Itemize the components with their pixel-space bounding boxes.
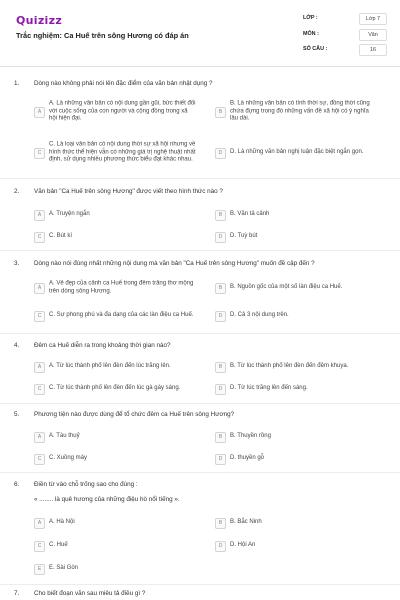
option-c[interactable] bbox=[34, 228, 210, 246]
option-text: A. Là những văn bản có nội dung gần gũi, bức thiết đối với cuộc sống của con người và cộng đồng trong xã hội hiện đại. bbox=[49, 100, 196, 122]
option-text: E. Sài Gòn bbox=[49, 565, 79, 572]
question-number: 4. bbox=[14, 342, 20, 349]
option-text: D. Là những văn bản nghị luận đặc biệt ngắn gọn. bbox=[230, 149, 364, 156]
meta-count-label: SỐ CÂU : bbox=[303, 46, 328, 52]
question-divider bbox=[0, 333, 400, 334]
option-text: D. thuyền gỗ bbox=[230, 455, 265, 462]
option-text: B. Từ lúc thành phố lên đèn đến đêm khuya. bbox=[230, 363, 349, 370]
question-subtext: « ........ là quê hương của những điệu hò nổi tiếng ». bbox=[34, 496, 180, 503]
question-text: Phương tiện nào được dùng để tổ chức đêm ca Huế trên sông Hương? bbox=[34, 411, 235, 418]
question-number: 6. bbox=[14, 481, 20, 488]
option-text: C. Huế bbox=[49, 542, 68, 549]
option-letter-badge: C bbox=[34, 148, 45, 159]
option-letter-badge: B bbox=[215, 432, 226, 443]
meta-grade bbox=[303, 13, 387, 25]
option-letter-badge: B bbox=[215, 518, 226, 529]
option-d[interactable] bbox=[215, 537, 391, 555]
option-text: A. Hà Nội bbox=[49, 519, 75, 526]
option-letter-badge: D bbox=[215, 454, 226, 465]
question-text: Dòng nào không phải nói lên đặc điểm của văn bản nhật dụng ? bbox=[34, 80, 213, 87]
question-divider bbox=[0, 403, 400, 404]
option-letter-badge: C bbox=[34, 384, 45, 395]
question-number: 2. bbox=[14, 188, 20, 195]
option-letter-badge: C bbox=[34, 454, 45, 465]
option-c[interactable] bbox=[34, 450, 210, 468]
option-b[interactable] bbox=[215, 96, 391, 128]
option-letter-badge: D bbox=[215, 148, 226, 159]
option-b[interactable] bbox=[215, 358, 391, 376]
option-c[interactable] bbox=[34, 133, 210, 173]
option-letter-badge: C bbox=[34, 541, 45, 552]
option-text: C. Sự phong phú và đa dạng của các làn điệu ca Huế. bbox=[49, 312, 194, 319]
option-text: C. Là loại văn bản có nội dung thời sự xã hội nhưng về hình thức thể hiện vẫn có những giá trị nghệ thuật nhất định, sử dụng nhiều phương thức biểu đạt khác nhau. bbox=[49, 141, 196, 163]
option-text: D. Tuỳ bút bbox=[230, 233, 258, 240]
question-divider bbox=[0, 250, 400, 251]
question-text: Điền từ vào chỗ trống sao cho đúng : bbox=[34, 481, 138, 488]
option-text: D. Hội An bbox=[230, 542, 256, 549]
option-letter-badge: D bbox=[215, 384, 226, 395]
option-d[interactable] bbox=[215, 450, 391, 468]
option-a[interactable] bbox=[34, 206, 210, 224]
option-c[interactable] bbox=[34, 537, 210, 555]
option-letter-badge: A bbox=[34, 107, 45, 118]
header-divider bbox=[0, 66, 400, 67]
meta-count bbox=[303, 44, 387, 56]
option-a[interactable] bbox=[34, 358, 210, 376]
question-text: Cho biết đoạn văn sau miêu tả điều gì ? bbox=[34, 590, 146, 597]
option-text: B. Văn tả cảnh bbox=[230, 211, 270, 218]
option-letter-badge: A bbox=[34, 210, 45, 221]
question-text: Văn bản "Ca Huế trên sông Hương" được viết theo hình thức nào ? bbox=[34, 188, 223, 195]
option-letter-badge: D bbox=[215, 541, 226, 552]
option-text: A. Tàu thuỷ bbox=[49, 433, 80, 440]
option-letter-badge: A bbox=[34, 283, 45, 294]
option-letter-badge: B bbox=[215, 362, 226, 373]
option-d[interactable] bbox=[215, 228, 391, 246]
question-number: 7. bbox=[14, 590, 20, 597]
page-title: Trắc nghiệm: Ca Huế trên sông Hương có đáp án bbox=[16, 31, 189, 40]
meta-count-value: 16 bbox=[359, 44, 387, 56]
quizizz-logo[interactable]: Quizizz bbox=[16, 14, 63, 27]
option-text: A. Từ lúc thành phố lên đèn đến lúc trăng lên. bbox=[49, 363, 171, 370]
worksheet-header bbox=[0, 0, 400, 66]
option-letter-badge: A bbox=[34, 432, 45, 443]
question-text: Đêm ca Huế diễn ra trong khoảng thời gian nào? bbox=[34, 342, 171, 349]
option-text: D. Từ lúc trăng lên đến sáng. bbox=[230, 385, 308, 392]
option-text: A. Truyện ngắn bbox=[49, 211, 90, 218]
question-divider bbox=[0, 584, 400, 585]
option-letter-badge: B bbox=[215, 107, 226, 118]
option-letter-badge: B bbox=[215, 210, 226, 221]
meta-grade-label: LỚP : bbox=[303, 15, 318, 21]
option-d[interactable] bbox=[215, 380, 391, 398]
option-text: C. Bút kí bbox=[49, 233, 73, 240]
meta-grade-value: Lớp 7 bbox=[359, 13, 387, 25]
option-letter-badge: A bbox=[34, 518, 45, 529]
meta-subject bbox=[303, 29, 387, 41]
meta-subject-value: Văn bbox=[359, 29, 387, 41]
question-divider bbox=[0, 178, 400, 179]
option-a[interactable] bbox=[34, 277, 210, 299]
option-text: B. Thuyền rồng bbox=[230, 433, 271, 440]
option-text: C. Xuồng máy bbox=[49, 455, 88, 462]
option-b[interactable] bbox=[215, 514, 391, 532]
option-letter-badge: C bbox=[34, 311, 45, 322]
question-divider bbox=[0, 472, 400, 473]
option-a[interactable] bbox=[34, 428, 210, 446]
option-c[interactable] bbox=[34, 380, 210, 398]
question-number: 5. bbox=[14, 411, 20, 418]
option-d[interactable] bbox=[215, 305, 391, 327]
option-text: B. Nguồn gốc của một số làn điệu ca Huế. bbox=[230, 284, 343, 291]
meta-subject-label: MÔN : bbox=[303, 31, 319, 37]
option-text: D. Cả 3 nội dung trên. bbox=[230, 312, 289, 319]
option-d[interactable] bbox=[215, 133, 391, 173]
option-b[interactable] bbox=[215, 206, 391, 224]
option-b[interactable] bbox=[215, 428, 391, 446]
option-text: A. Vẻ đẹp của cảnh ca Huế trong đêm trăng thơ mộng trên dòng sông Hương. bbox=[49, 280, 194, 294]
question-text: Dòng nào nói đúng nhất những nội dung mà văn bản "Ca Huế trên sông Hương" muốn đề cập đến ? bbox=[34, 260, 315, 267]
option-text: C. Từ lúc thành phố lên đèn đến lúc gà gáy sáng. bbox=[49, 385, 181, 392]
question-number: 3. bbox=[14, 260, 20, 267]
option-e[interactable] bbox=[34, 560, 210, 578]
option-letter-badge: E bbox=[34, 564, 45, 575]
question-number: 1. bbox=[14, 80, 20, 87]
option-letter-badge: B bbox=[215, 283, 226, 294]
option-letter-badge: C bbox=[34, 232, 45, 243]
option-letter-badge: D bbox=[215, 232, 226, 243]
option-a[interactable] bbox=[34, 96, 210, 128]
option-a[interactable] bbox=[34, 514, 210, 532]
option-c[interactable] bbox=[34, 305, 210, 327]
option-b[interactable] bbox=[215, 277, 391, 299]
option-letter-badge: A bbox=[34, 362, 45, 373]
option-text: B. Là những văn bản có tính thời sự, đồng thời cũng chứa đựng trong đó những vấn đề xã hội có ý nghĩa lâu dài. bbox=[230, 100, 370, 122]
option-text: B. Bắc Ninh bbox=[230, 519, 262, 526]
option-letter-badge: D bbox=[215, 311, 226, 322]
